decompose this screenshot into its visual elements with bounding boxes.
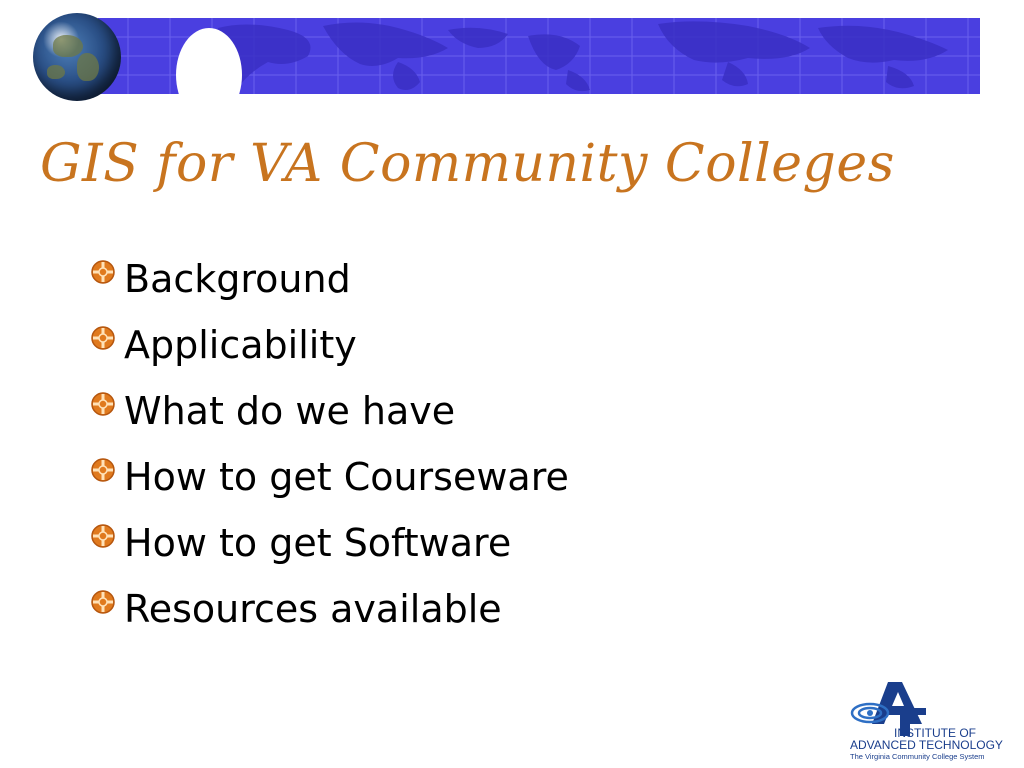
bullet-item-software (90, 510, 569, 576)
bullet-icon (90, 391, 116, 417)
bullet-item-courseware (90, 444, 569, 510)
logo-text-advanced-technology: ADVANCED TECHNOLOGY (850, 738, 1003, 752)
logo-text-vccs: The Virginia Community College System (850, 752, 985, 761)
slide-title: GIS for VA Community Colleges (40, 134, 895, 194)
bullet-icon (90, 523, 116, 549)
header-banner (98, 18, 980, 94)
bullet-item-resources (90, 576, 569, 642)
bullet-icon (90, 325, 116, 351)
logo-text-institute: INSTITUTE OF (894, 726, 976, 740)
bullet-label: How to get Software (124, 521, 512, 565)
bullet-item-background (90, 246, 569, 312)
bullet-label: Applicability (124, 323, 357, 367)
bullet-item-what-do-we-have (90, 378, 569, 444)
bullet-label: What do we have (124, 389, 456, 433)
bullet-item-applicability (90, 312, 569, 378)
bullet-icon (90, 457, 116, 483)
bullet-list (90, 246, 569, 642)
bullet-label: Resources available (124, 587, 502, 631)
iat-logo (848, 680, 1003, 764)
bullet-label: Background (124, 257, 351, 301)
bullet-icon (90, 259, 116, 285)
bullet-label: How to get Courseware (124, 455, 569, 499)
globe-icon (33, 13, 121, 101)
bullet-icon (90, 589, 116, 615)
